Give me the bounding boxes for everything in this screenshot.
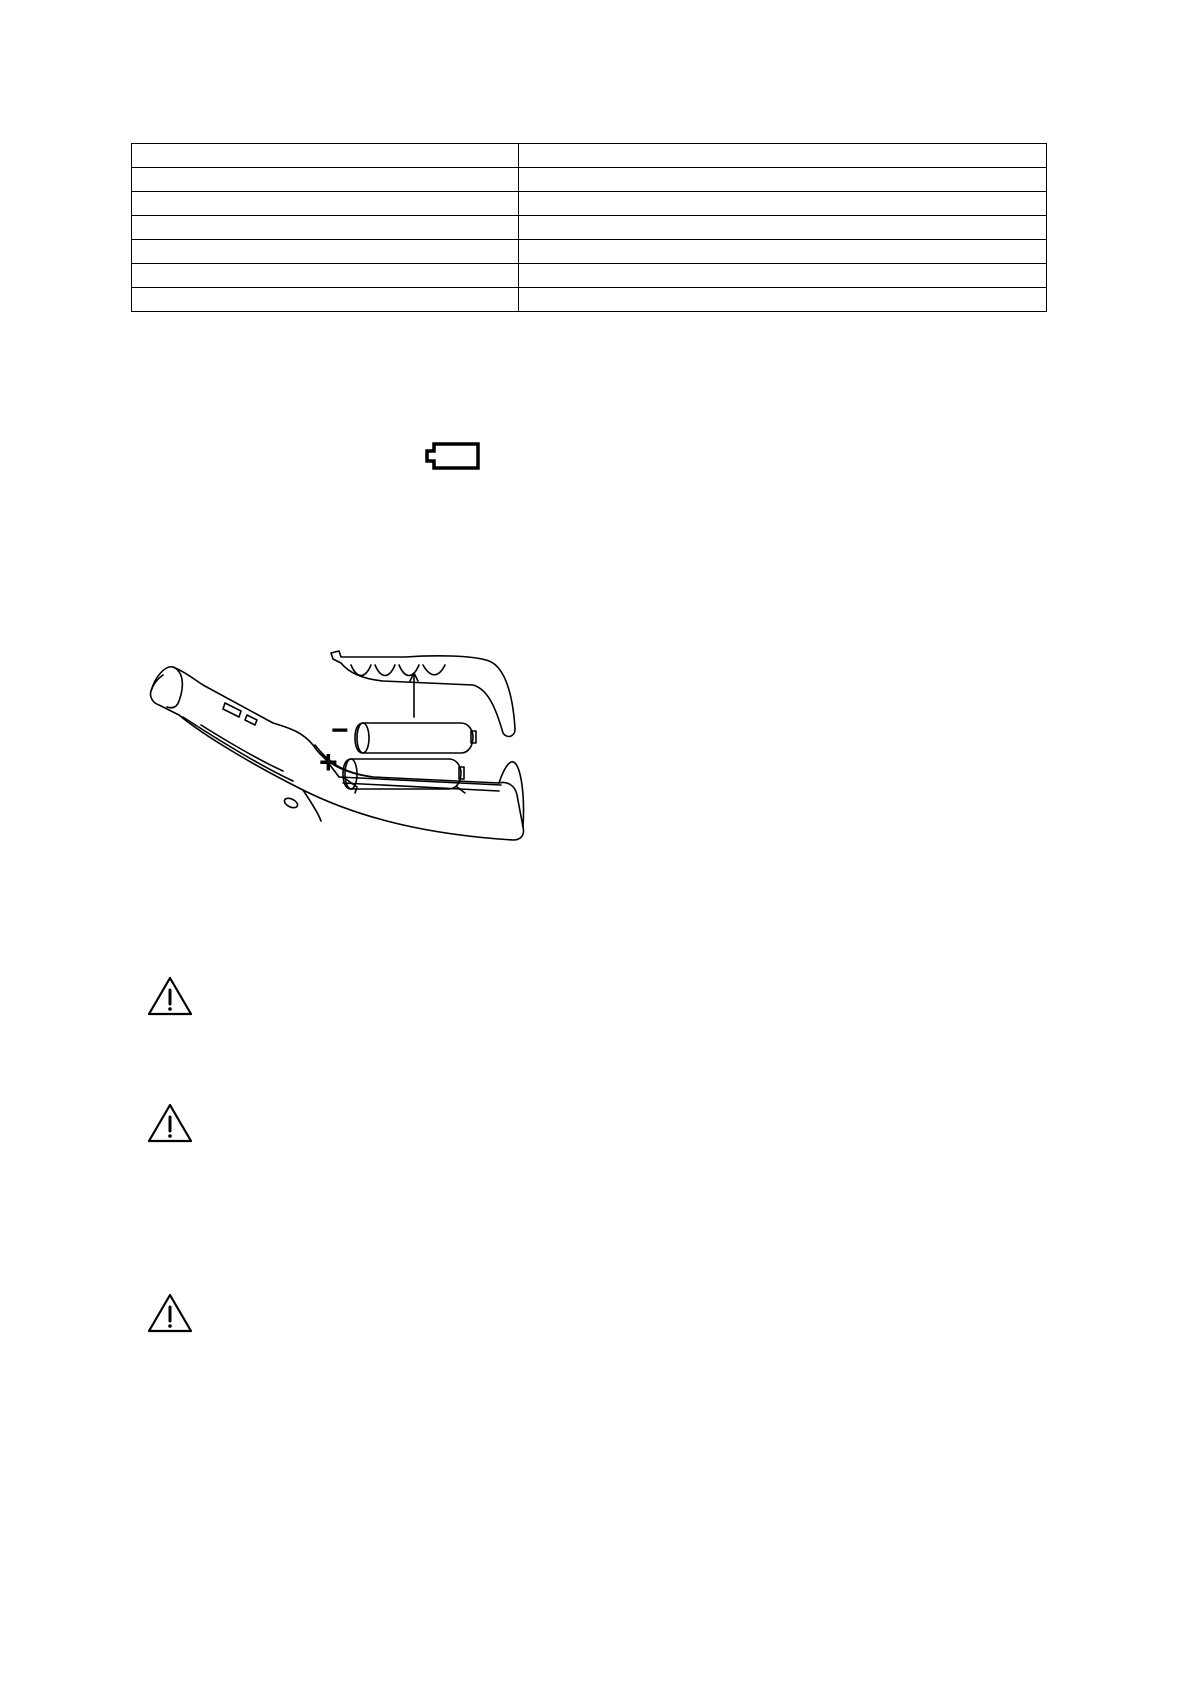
table-row bbox=[132, 240, 1047, 264]
warning-triangle-icon bbox=[146, 1102, 194, 1144]
table-cell bbox=[519, 288, 1047, 312]
warning-triangle-icon bbox=[146, 1292, 194, 1334]
table-cell bbox=[519, 144, 1047, 168]
specification-table bbox=[131, 143, 1047, 312]
table-row bbox=[132, 192, 1047, 216]
table-cell bbox=[519, 192, 1047, 216]
warning-triangle-icon bbox=[146, 975, 194, 1017]
table-cell bbox=[132, 264, 519, 288]
table-row bbox=[132, 144, 1047, 168]
table-cell bbox=[132, 192, 519, 216]
low-battery-icon bbox=[424, 441, 480, 471]
table-cell bbox=[519, 264, 1047, 288]
table-cell bbox=[132, 240, 519, 264]
polarity-minus-label: − bbox=[331, 714, 349, 747]
battery-replacement-illustration bbox=[143, 645, 528, 850]
table-row bbox=[132, 216, 1047, 240]
table-cell bbox=[132, 288, 519, 312]
table-cell bbox=[132, 144, 519, 168]
table-row bbox=[132, 168, 1047, 192]
table-cell bbox=[132, 168, 519, 192]
table-cell bbox=[519, 240, 1047, 264]
table-cell bbox=[519, 216, 1047, 240]
table-cell bbox=[132, 216, 519, 240]
table-row bbox=[132, 288, 1047, 312]
table-cell bbox=[519, 168, 1047, 192]
polarity-plus-label: + bbox=[319, 744, 338, 780]
table-row bbox=[132, 264, 1047, 288]
